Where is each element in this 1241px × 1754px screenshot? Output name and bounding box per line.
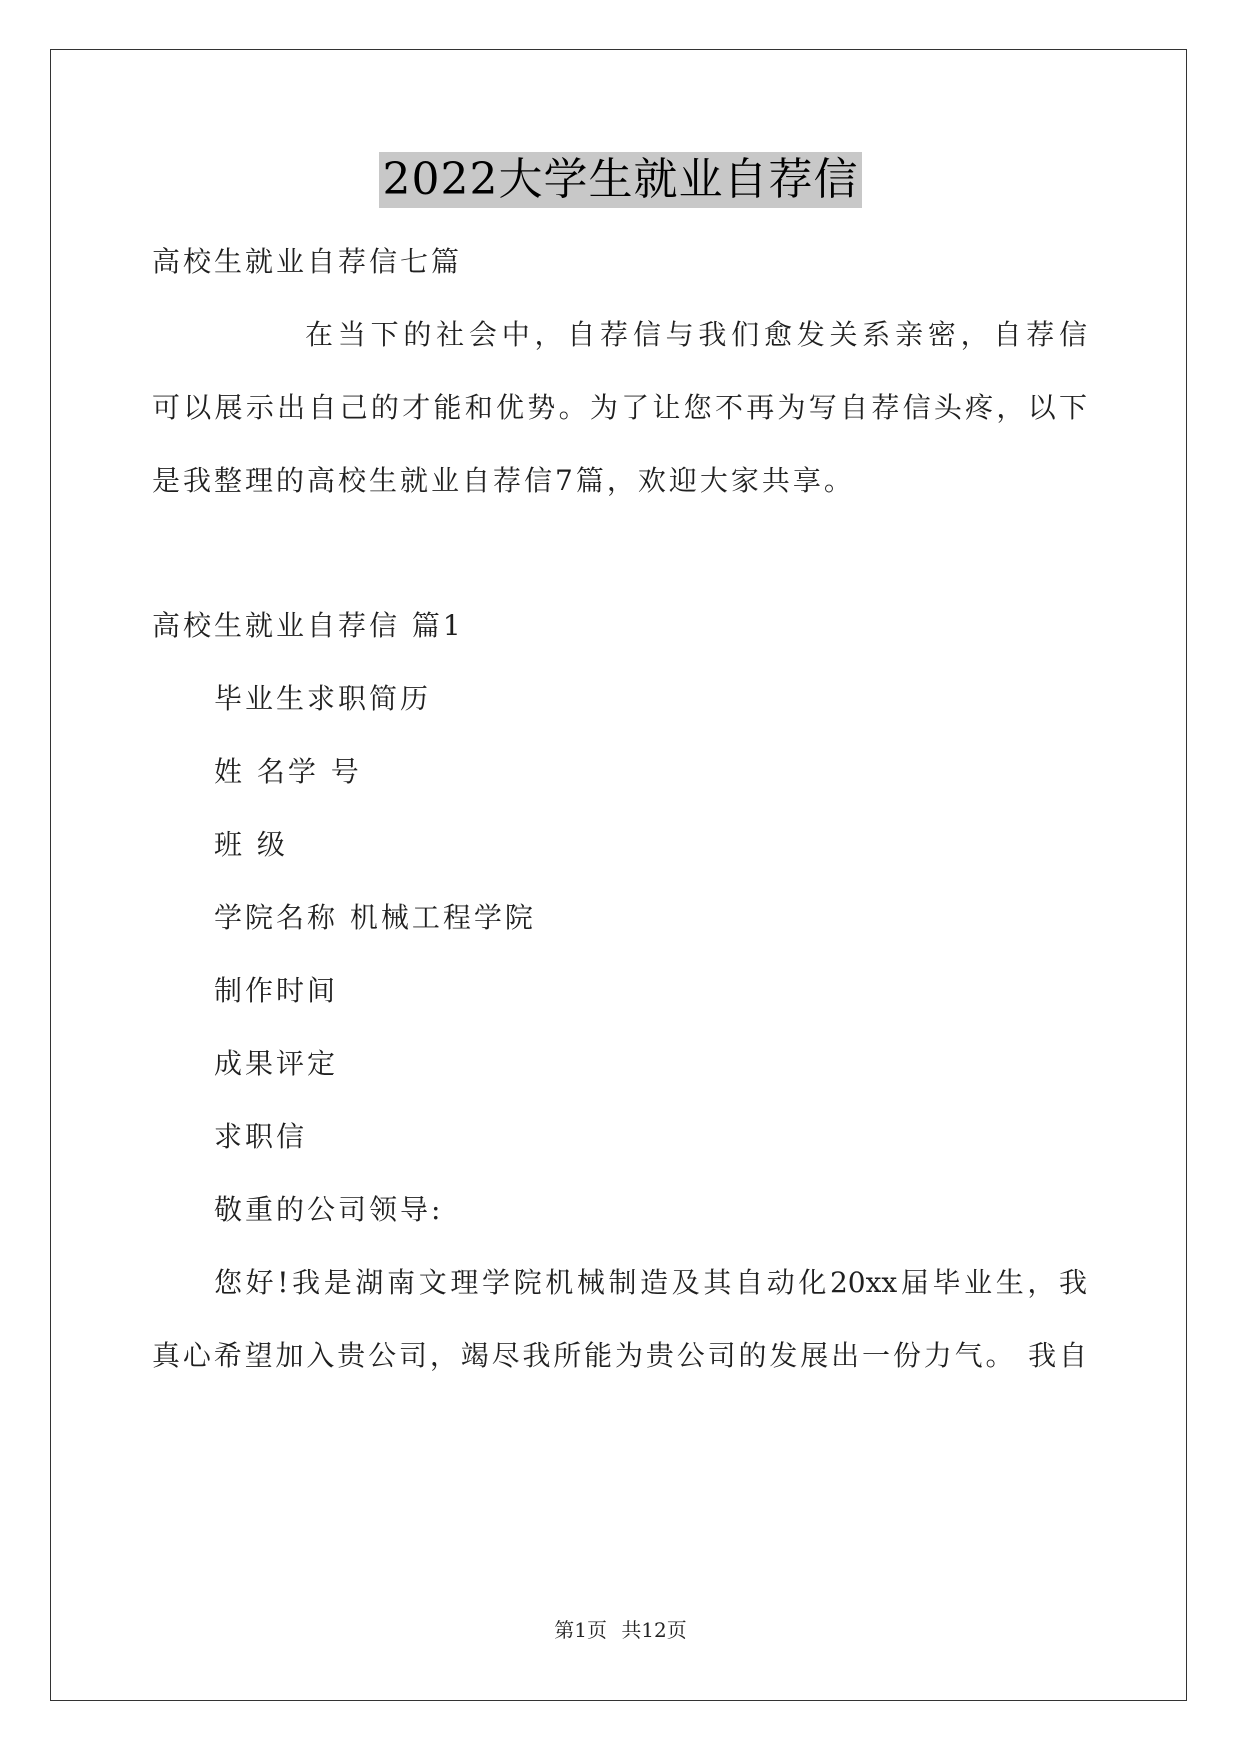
resume-line-letter: 求职信 xyxy=(214,1120,308,1153)
page-total: 共12页 xyxy=(621,1618,687,1642)
resume-line-class: 班 级 xyxy=(214,828,288,861)
resume-line-date: 制作时间 xyxy=(214,974,339,1007)
letter-salutation: 敬重的公司领导: xyxy=(214,1193,444,1226)
document-title: 2022大学生就业自荐信 xyxy=(379,152,863,208)
resume-line-title: 毕业生求职简历 xyxy=(214,682,432,715)
resume-line-result: 成果评定 xyxy=(214,1047,339,1080)
intro-line-1: 在当下的社会中，自荐信与我们愈发关系亲密，自荐信 xyxy=(305,318,1087,351)
resume-line-name: 姓 名学 号 xyxy=(214,755,362,788)
letter-line-1: 您好!我是湖南文理学院机械制造及其自动化20xx届毕业生，我 xyxy=(214,1266,1087,1299)
page-number: 第1页 xyxy=(554,1618,607,1642)
page-border xyxy=(50,49,1187,1701)
document-subtitle: 高校生就业自荐信七篇 xyxy=(152,245,463,278)
resume-line-college: 学院名称 机械工程学院 xyxy=(214,901,536,934)
intro-line-3: 是我整理的高校生就业自荐信7篇，欢迎大家共享。 xyxy=(152,464,855,497)
section-heading: 高校生就业自荐信 篇1 xyxy=(152,609,464,642)
title-wrap xyxy=(0,152,1241,208)
intro-line-2: 可以展示出自己的才能和优势。为了让您不再为写自荐信头疼，以下 xyxy=(152,391,1087,424)
letter-line-2: 真心希望加入贵公司，竭尽我所能为贵公司的发展出一份力气。 我自 xyxy=(152,1339,1087,1372)
page-footer xyxy=(0,1617,1241,1643)
